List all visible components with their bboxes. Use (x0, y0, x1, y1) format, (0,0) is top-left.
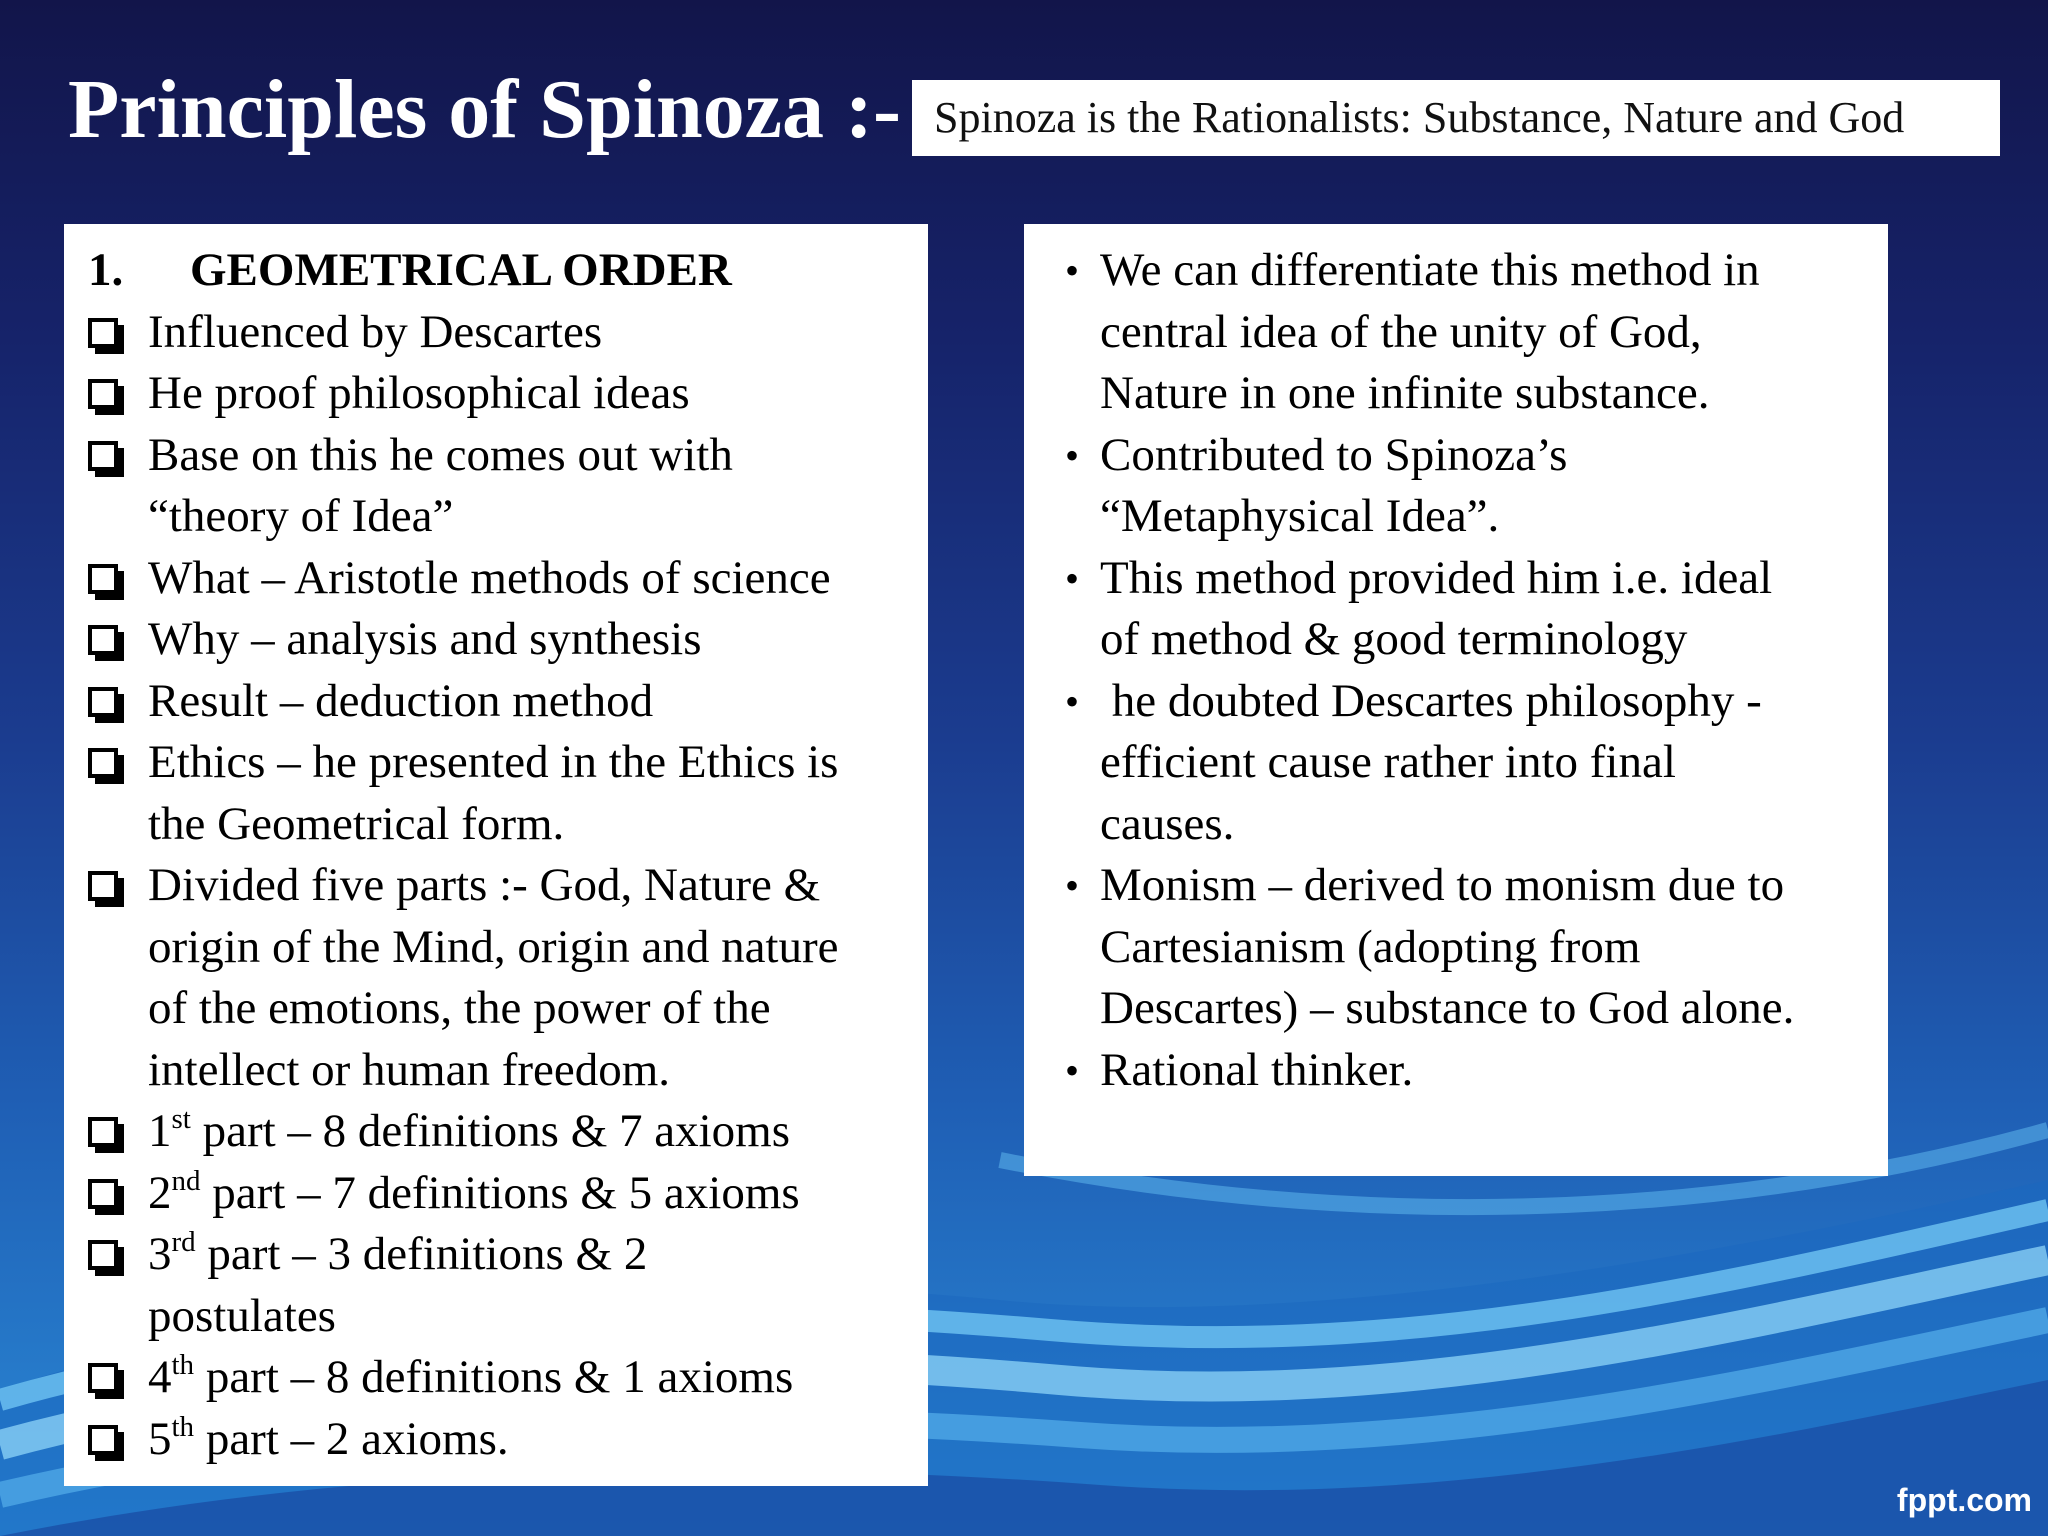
checkbox-icon (88, 1117, 124, 1153)
subtitle-box (912, 80, 2000, 156)
list-item-line: the Geometrical form. (148, 797, 565, 850)
heading-number: 1. (88, 244, 124, 296)
part-description: part – 8 definitions & 1 axioms (194, 1351, 794, 1403)
part-description: part – 2 axioms. (194, 1412, 509, 1465)
part-ordinal: th (171, 1410, 195, 1443)
part-description: part – 8 definitions & 7 axioms (190, 1105, 791, 1157)
heading-text: GEOMETRICAL ORDER (190, 244, 732, 296)
bullet-item-text (1100, 425, 1567, 548)
checkbox-icon (88, 1179, 124, 1215)
part-item-text (148, 1224, 647, 1347)
checkbox-icon (88, 441, 124, 477)
bullet-item-line: central idea of the unity of God, (1100, 305, 1702, 358)
part-item-text (148, 1347, 793, 1409)
bullet-item (1044, 1040, 1878, 1102)
list-item-line: intellect or human freedom. (148, 1043, 671, 1096)
bullet-item-line: causes. (1100, 797, 1235, 850)
bullet-item-line: Contributed to Spinoza’s (1100, 428, 1568, 481)
bullet-item (1044, 425, 1878, 548)
part-number: 4 (148, 1351, 172, 1403)
part-item-line (148, 1347, 793, 1409)
bullet-item-line: he doubted Descartes philosophy - (1100, 674, 1762, 727)
list-item-line: Influenced by Descartes (148, 305, 603, 358)
part-number: 2 (148, 1166, 172, 1219)
bullet-item-line: Monism – derived to monism due to (1100, 859, 1785, 911)
part-item-line (148, 1101, 790, 1163)
checkbox-icon (88, 379, 124, 415)
bullet-item-text (1100, 548, 1772, 671)
bullet-item (1044, 548, 1878, 671)
list-item (88, 732, 918, 855)
checkbox-icon (88, 1240, 124, 1276)
list-item-line: Result – deduction method (148, 674, 654, 727)
bullet-list (1044, 240, 1878, 1101)
checkbox-icon (88, 318, 124, 354)
list-item (88, 671, 918, 733)
part-item (88, 1101, 918, 1163)
list-item (88, 855, 918, 1101)
part-item-text (148, 1163, 800, 1225)
bullet-item-line: Nature in one infinite substance. (1100, 367, 1710, 419)
checkbox-icon (88, 1363, 124, 1399)
list-item (88, 425, 918, 548)
part-ordinal: rd (171, 1226, 196, 1258)
part-ordinal: st (171, 1103, 191, 1135)
list-item-line: What – Aristotle methods of science (148, 551, 831, 604)
part-continuation: postulates (148, 1289, 336, 1342)
checkbox-icon (88, 564, 124, 600)
bullet-item (1044, 240, 1878, 425)
part-description: part – 7 definitions & 5 axioms (200, 1166, 800, 1219)
part-item (88, 1347, 918, 1409)
list-item (88, 363, 918, 425)
bullet-item-text (1100, 1040, 1413, 1102)
method-notes-panel (1024, 224, 1888, 1176)
list-item-text (148, 609, 702, 671)
list-item-line: He proof philosophical ideas (148, 367, 690, 419)
bullet-item-text (1100, 855, 1794, 1040)
part-item (88, 1163, 918, 1225)
checkbox-icon (88, 748, 124, 784)
bullet-item-text (1100, 240, 1760, 425)
bullet-item-line: “Metaphysical Idea”. (1100, 490, 1500, 542)
bullet-item-line: We can differentiate this method in (1100, 244, 1760, 296)
part-item-text (148, 1101, 790, 1163)
checkbox-icon (88, 687, 124, 723)
list-item-line: origin of the Mind, origin and nature (148, 920, 839, 973)
part-item-text (148, 1409, 509, 1471)
list-item-text (148, 671, 653, 733)
list-item-line: of the emotions, the power of the (148, 982, 771, 1034)
part-number: 5 (148, 1412, 172, 1465)
bullet-item (1044, 671, 1878, 856)
bullet-item-line: Cartesianism (adopting from (1100, 920, 1641, 973)
part-number: 3 (148, 1228, 172, 1280)
part-item (88, 1409, 918, 1471)
bullet-icon: • (1065, 678, 1080, 724)
list-item-text (148, 425, 733, 548)
bullet-icon: • (1065, 863, 1080, 908)
list-item-line: “theory of Idea” (148, 490, 454, 542)
bullet-icon: • (1065, 248, 1080, 293)
bullet-item (1044, 855, 1878, 1040)
list-item-text (148, 363, 690, 425)
list-item-line: Why – analysis and synthesis (148, 613, 702, 665)
part-number: 1 (148, 1105, 172, 1157)
bullet-icon: • (1065, 1047, 1080, 1093)
list-item-line: Ethics – he presented in the Ethics is (148, 736, 839, 788)
list-item (88, 548, 918, 610)
list-item (88, 302, 918, 364)
part-description: part – 3 definitions & 2 (195, 1228, 648, 1280)
part-item-line (148, 1163, 800, 1225)
page-title: Principles of Spinoza :- (68, 63, 901, 156)
part-ordinal: nd (171, 1164, 201, 1197)
bullet-item-line: This method provided him i.e. ideal (1100, 551, 1773, 604)
bullet-item-line: efficient cause rather into final (1100, 736, 1676, 788)
bullet-icon: • (1065, 555, 1080, 601)
list-item-line: Divided five parts :- God, Nature & (148, 859, 821, 911)
list-item-text (148, 855, 839, 1101)
checkbox-icon (88, 1425, 124, 1461)
bullet-item-line: Rational thinker. (1100, 1043, 1414, 1096)
section-heading (88, 240, 918, 302)
bullet-icon: • (1065, 432, 1080, 478)
part-item-line (148, 1224, 647, 1286)
list-item (88, 609, 918, 671)
geometrical-order-panel (64, 224, 928, 1486)
part-ordinal: th (171, 1349, 195, 1381)
checkbox-icon (88, 871, 124, 907)
list-item-text (148, 548, 831, 610)
watermark: fppt.com (1896, 1482, 2032, 1518)
list-item-text (148, 732, 838, 855)
bullet-item-line: of method & good terminology (1100, 613, 1688, 665)
list-item-text (148, 302, 602, 364)
part-item-line (148, 1409, 509, 1471)
list-item-line: Base on this he comes out with (148, 428, 733, 481)
part-item (88, 1224, 918, 1347)
bullet-item-text (1100, 671, 1762, 856)
bullet-item-line: Descartes) – substance to God alone. (1100, 982, 1795, 1034)
checkbox-list (88, 302, 918, 1471)
checkbox-icon (88, 625, 124, 661)
subtitle-text: Spinoza is the Rationalists: Substance, Nature and God (934, 93, 1905, 142)
